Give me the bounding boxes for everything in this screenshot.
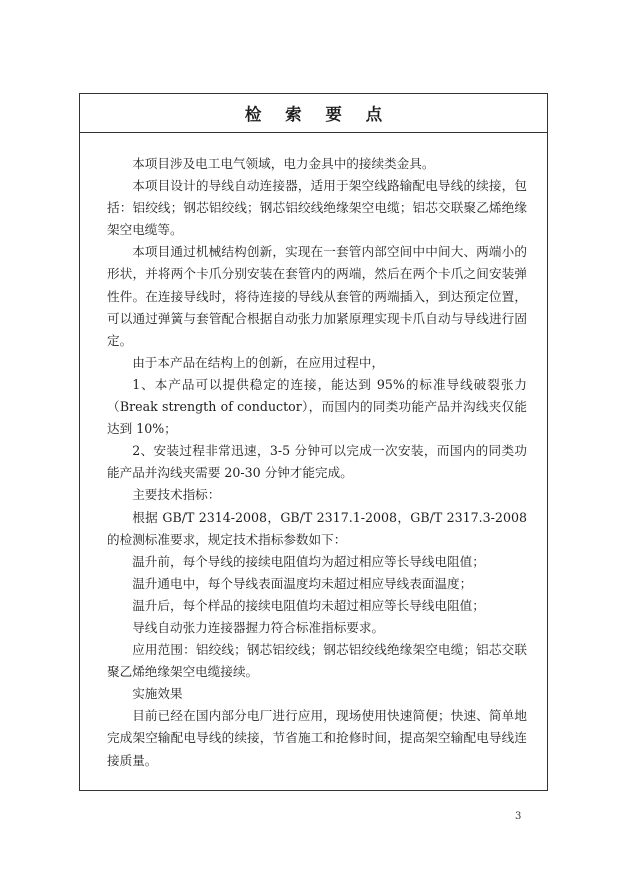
paragraph-advantages-intro: 由于本产品在结构上的创新，在应用过程中， [132, 354, 385, 370]
title-row [80, 94, 547, 133]
paragraph-advantage-2: 2、安装过程非常迅速，3-5 分钟可以完成一次安装，而国内的同类功能产品并沟线夹需要 20-30 分钟才能完成。 [107, 443, 527, 481]
paragraph-during-temp-rise: 温升通电中，每个导线表面温度均未超过相应导线表面温度； [132, 575, 473, 591]
document-frame [79, 93, 548, 791]
heading-technical-indicators: 主要技术指标： [132, 487, 221, 503]
paragraph-field: 本项目涉及电工电气领域，电力金具中的接续类金具。 [132, 156, 435, 171]
paragraph-innovation: 本项目通过机械结构创新，实现在一套管内部空间中中间大、两端小的形状，并将两个卡爪分别安装在套管内的两端，然后在两个卡爪之间安装弹性件。在连接导线时，将待连接的导线从套管的两端插入，到达预定位置，可以通过弹簧与套管配合根据自动张力加紧原理实现卡爪自动与导线进行固定。 [107, 244, 527, 348]
paragraph-scope: 本项目设计的导线自动连接器，适用于架空线路输配电导线的续接，包括：铝绞线；钢芯铝绞线；钢芯铝绞线绝缘架空电缆；铝芯交联聚乙烯绝缘架空电缆等。 [107, 178, 527, 238]
page-title: 检 索 要 点 [244, 105, 392, 124]
body-text [107, 153, 527, 772]
paragraph-grip-strength: 导线自动张力连接器握力符合标准指标要求。 [132, 619, 385, 635]
paragraph-application-range: 应用范围：铝绞线；钢芯铝绞线；钢芯铝绞线绝缘架空电缆；铝芯交联聚乙烯绝缘架空电缆接续。 [107, 642, 527, 680]
paragraph-standards: 根据 GB/T 2314-2008，GB/T 2317.1-2008，GB/T 2317.3-2008 的检测标准要求，规定技术指标参数如下： [107, 509, 527, 547]
paragraph-implementation: 目前已经在国内部分电厂进行应用，现场使用快速简便；快速、简单地完成架空输配电导线的续接，节省施工和抢修时间，提高架空输配电导线连接质量。 [107, 708, 527, 768]
paragraph-after-temp-rise: 温升后，每个样品的接续电阻值均未超过相应等长导线电阻值； [132, 597, 485, 613]
page-number: 3 [515, 811, 522, 822]
paragraph-advantage-1: 1、本产品可以提供稳定的连接，能达到 95%的标准导线破裂张力（Break strength of conductor），而国内的同类功能产品并沟线夹仅能达到 10%； [107, 376, 527, 437]
paragraph-before-temp-rise: 温升前，每个导线的接续电阻值均为超过相应等长导线电阻值； [132, 553, 485, 569]
heading-implementation-effect: 实施效果 [132, 686, 183, 702]
